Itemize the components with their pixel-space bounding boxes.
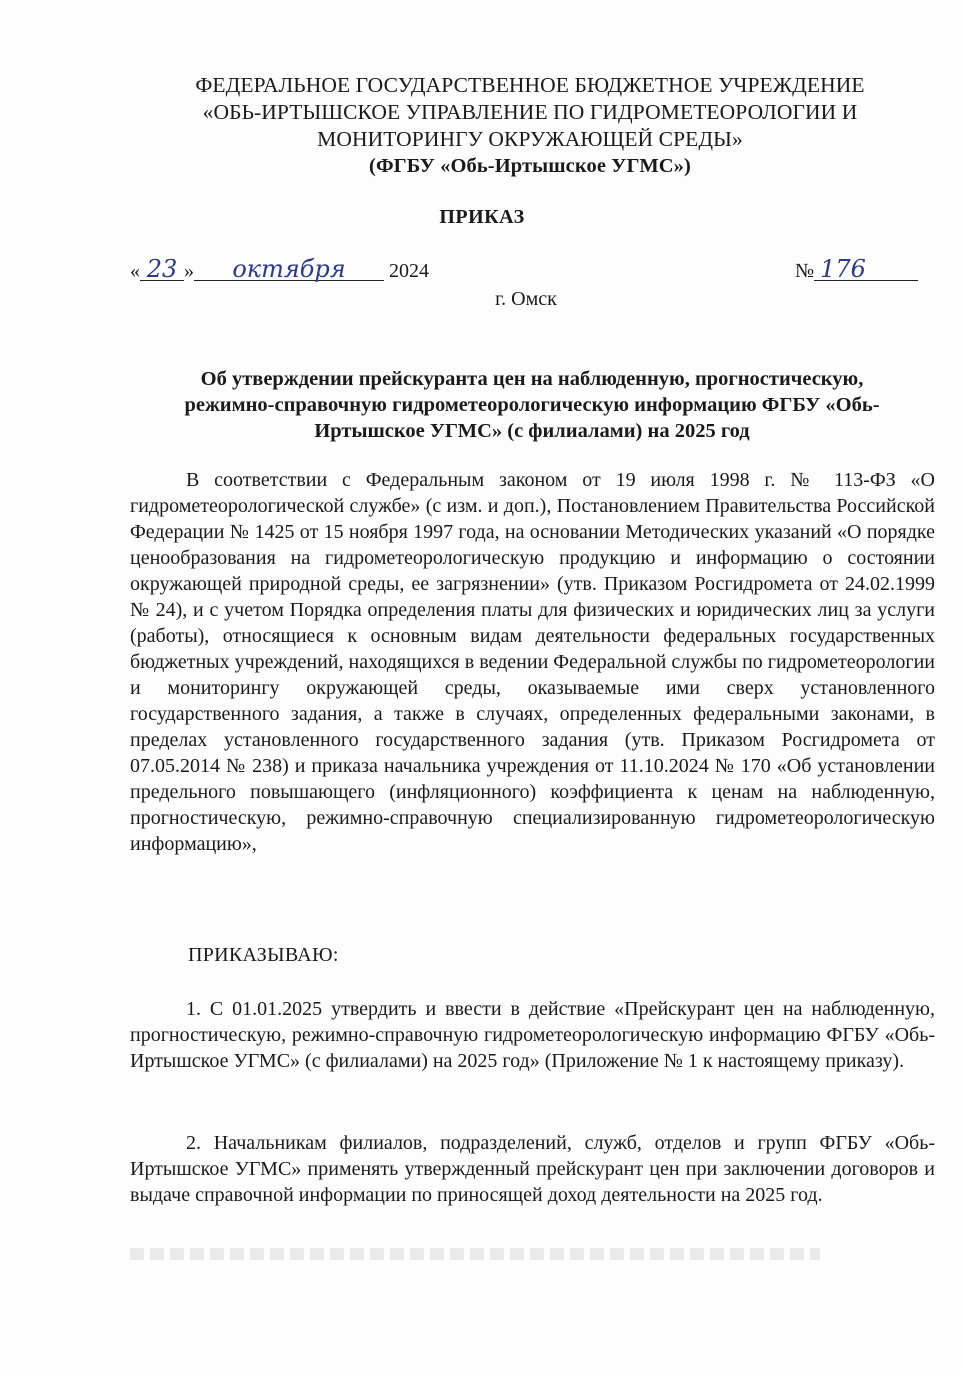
order-item-2 — [130, 1130, 935, 1208]
faint-bleed-through-line — [130, 1248, 820, 1260]
order-item-1-text: 1. С 01.01.2025 утвердить и ввести в действие «Прейскурант цен на наблюденную, прогностическую, режимно-справочную гидрометеорологическую информацию ФГБУ «Обь-Иртышское УГМС» (с филиалами) на 2025 год» (Приложение № 1 к настоящему приказу). — [130, 998, 935, 1072]
document-number — [795, 255, 918, 283]
subject-line-2: режимно-справочную гидрометеорологическую информацию ФГБУ «Обь- — [184, 394, 880, 416]
order-item-1 — [130, 996, 935, 1074]
header-short-name: (ФГБУ «Обь-Иртышское УГМС») — [369, 155, 691, 177]
preamble-paragraph — [130, 467, 935, 857]
subject-line-1: Об утверждении прейскуранта цен на наблюденную, прогностическую, — [200, 368, 864, 390]
document-date — [130, 255, 429, 283]
header-line-1: ФЕДЕРАЛЬНОЕ ГОСУДАРСТВЕННОЕ БЮДЖЕТНОЕ УЧРЕЖДЕНИЕ — [195, 73, 865, 97]
date-month-handwritten: октября — [194, 258, 384, 281]
date-open-quote: « — [130, 260, 140, 282]
order-item-2-text: 2. Начальникам филиалов, подразделений, служб, отделов и групп ФГБУ «Обь-Иртышское УГМС» применять утвержденный прейскурант цен при заключении договоров и выдаче справочной информации по приносящей доход деятельности на 2025 год. — [130, 1132, 935, 1206]
order-word: ПРИКАЗЫВАЮ: — [188, 944, 339, 966]
document-city: г. Омск — [495, 288, 557, 310]
header-line-3: МОНИТОРИНГУ ОКРУЖАЮЩЕЙ СРЕДЫ» — [317, 127, 743, 151]
subject-line-3: Иртышское УГМС» (с филиалами) на 2025 год — [314, 420, 750, 442]
document-type-title: ПРИКАЗ — [439, 206, 525, 228]
document-subject — [130, 366, 934, 444]
date-year: 2024 — [389, 260, 429, 282]
number-label: № — [795, 260, 815, 282]
header-line-2: «ОБЬ-ИРТЫШСКОЕ УПРАВЛЕНИЕ ПО ГИДРОМЕТЕОРОЛОГИИ И — [202, 100, 858, 124]
date-day-handwritten: 23 — [140, 258, 184, 281]
preamble-text: В соответствии с Федеральным законом от 19 июля 1998 г. № 113-ФЗ «О гидрометеорологической службе» (с изм. и доп.), Постановлением Правительства Российской Федерации № 1425 от 15 ноября 1997 года, на основании Методических указаний «О порядке ценообразования на гидрометеорологическую продукцию и информацию о состоянии окружающей природной среды, ее загрязнении» (утв. Приказом Росгидромета от 24.02.1999 № 24), и с учетом Порядка определения платы для физических и юридических лиц за услуги (работы), относящиеся к основным видам деятельности федеральных государственных бюджетных учреждений, находящихся в ведении Федеральной службы по гидрометеорологии и мониторингу окружающей среды, оказываемые ими сверх установленного государственного задания, а также в случаях, определенных федеральными законами, в пределах установленного государственного задания (утв. Приказом Росгидромета от 07.05.2014 № 238) и приказа начальника учреждения от 11.10.2024 № 170 «Об установлении предельного повышающего (инфляционного) коэффициента к ценам на наблюденную, прогностическую, режимно-справочную специализированную гидрометеорологическую информацию», — [130, 469, 935, 855]
organization-header — [120, 72, 940, 180]
date-close-quote: » — [184, 260, 194, 282]
number-value-handwritten: 176 — [814, 258, 918, 281]
